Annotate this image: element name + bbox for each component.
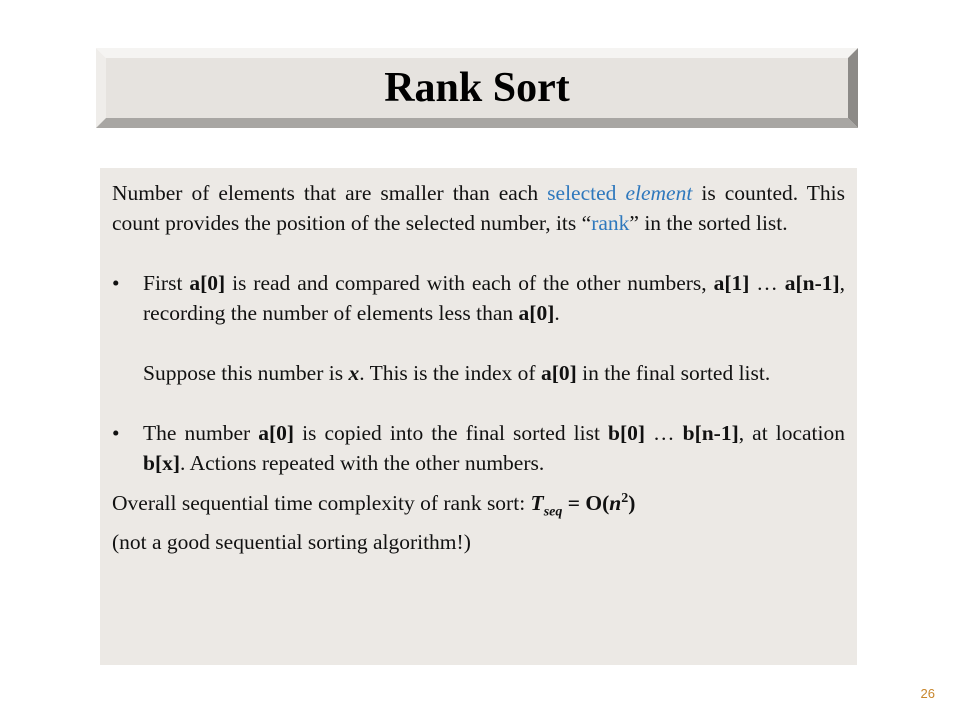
content-panel <box>100 168 857 665</box>
bullet-dot: • <box>112 421 120 445</box>
intro-paragraph: Number of elements that are smaller than each selected element is counted. This count provides the position of the selected number, its “rank” in the sorted list. <box>112 181 846 235</box>
title-bar <box>96 48 858 128</box>
bullet-read-compare: • First a[0] is read and compared with each of the other numbers, a[1] … a[n-1], recording the number of elements less than a[0]. <box>112 268 845 328</box>
page-number: 26 <box>920 686 935 701</box>
slide-title: Rank Sort <box>384 65 570 111</box>
complexity-note: (not a good sequential sorting algorithm!) <box>112 530 471 555</box>
bullet-index-note: Suppose this number is x. This is the index of a[0] in the final sorted list. <box>143 361 771 385</box>
bullet-copy: • The number a[0] is copied into the final sorted list b[0] … b[n-1], at location b[x]. Actions repeated with the other numbers. <box>112 418 845 478</box>
complexity-line: Overall sequential time complexity of rank sort: $T_{seq} = O(n^2)$ <box>112 491 636 520</box>
bullet-dot: • <box>112 271 120 295</box>
